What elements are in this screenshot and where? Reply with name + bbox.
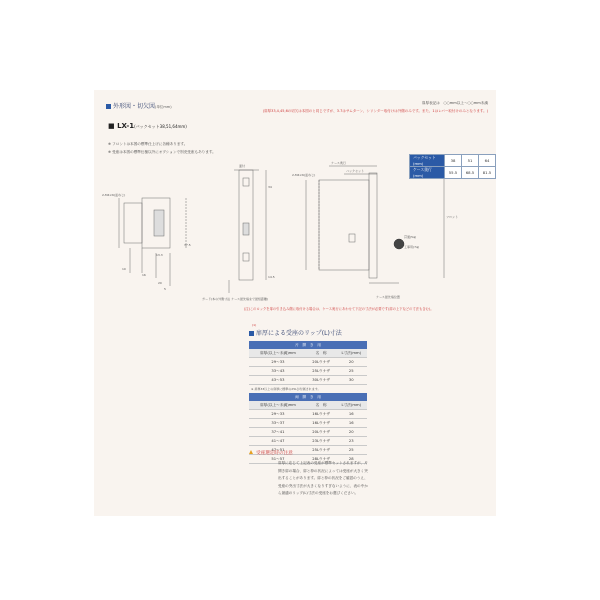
technical-drawing <box>94 158 496 308</box>
spec-table <box>409 154 496 179</box>
lip-number: (1) <box>252 323 257 327</box>
table-row: 37〜41 20Lウケザ 20 <box>249 428 367 437</box>
note-1: ※ フロントは本図の標準仕上げに各種あります。 <box>108 142 188 146</box>
label-hole-a: 貫通(5φ) <box>404 235 417 239</box>
lip-title: 扉厚による受座のリップ(L)寸法 <box>249 328 342 337</box>
col-header: 扉厚(以上〜未満)mm 名 称 L寸法(mm) <box>249 349 367 358</box>
label-backset: バックセット <box>346 169 365 173</box>
leader-mid: ガード(本の外側寸法 ケース最先端まで最短距離) <box>202 297 269 301</box>
cylinder-part <box>349 234 355 242</box>
dim-label: 5 <box>164 287 166 291</box>
case-front <box>369 173 377 278</box>
table-row: 51〜57 28Lウケザ 28 <box>249 455 367 464</box>
label-mid-top: 面付 <box>239 164 246 168</box>
spec-cell: 55.5 <box>445 167 462 179</box>
dim-label: 14.5 <box>268 275 275 279</box>
lip-table <box>249 341 367 464</box>
catalog-sheet <box>94 90 496 516</box>
dim-label: 37.5 <box>184 243 191 247</box>
dim-label: 13.3 <box>156 253 163 257</box>
spec-row <box>410 167 496 179</box>
caution-title: 受座選定時の注意 <box>256 451 293 456</box>
table-row: 47〜51 25Lウケザ 25 <box>249 446 367 455</box>
label-case-depth: ケース奥行 <box>331 161 346 165</box>
spec-cell: 64 <box>479 155 496 167</box>
spec-label: ケース奥行(mm) <box>410 167 445 179</box>
dim-label: 20 <box>158 281 162 285</box>
front-slot <box>243 178 249 186</box>
table-row: 33〜37 16Lウケザ 16 <box>249 419 367 428</box>
col-header: 扉厚(以上〜未満)mm 名 称 L寸法(mm) <box>249 401 367 410</box>
caution-body: 扉厚に応じて上記表の受座が標準セットされますが、片開き扉の場合、扉と枠の状況によっては受座が大きく突出することがあります。扉と枠の状況をご確認のうえ、受座の突出寸法が大きくなりすぎないように、表の中から最適のリップ(L)寸法の受座をお選びください。 <box>278 461 368 496</box>
deadbolt-slot <box>243 253 249 261</box>
dim-label: 10 <box>122 267 126 271</box>
section-square-icon <box>249 331 254 336</box>
spec-label: バックセット(mm) <box>410 155 445 167</box>
table-row: 43〜53 30Lウケザ 30 <box>249 376 367 385</box>
label-hole-b: 工事用(7φ) <box>404 245 420 249</box>
bottom-note: (注)このロックを扉の引き込み側に取付ける場合は、ケース奥行にあわせて下記の寸法が必要です(扉の上下などの寸法も含む)。 <box>244 307 434 311</box>
note-2: ※ 受座は本図の標準仕様以外にオプションで別売受座もあります。 <box>108 150 216 154</box>
table-row: 29〜33 20Lウケザ 20 <box>249 358 367 367</box>
warning-icon <box>249 450 253 454</box>
table-row: 29〜33 16Lウケザ 16 <box>249 410 367 419</box>
section-square-icon <box>106 104 111 109</box>
table-row: 41〜47 23Lウケザ 23 <box>249 437 367 446</box>
spec-row <box>410 155 496 167</box>
section-title: 外形図・切欠図(単位mm) <box>106 101 172 110</box>
label-right-screw: 2-M4×6(皿ねじ) <box>292 173 316 177</box>
strike-hole <box>154 210 164 236</box>
spindle-hole <box>394 239 404 249</box>
table-footnote: ※ 扉厚33以上の扉厚に標準の25Lが付属されます。 <box>251 387 321 391</box>
dim-label: 16 <box>142 273 146 277</box>
table-row: 33〜43 25Lウケザ 25 <box>249 367 367 376</box>
label-front: フロント <box>446 215 459 219</box>
spec-cell: 38 <box>445 155 462 167</box>
label-left-bolt: 2-M4×6(皿ねじ) <box>102 193 126 197</box>
header-note: 扉厚表記は ○○mm以上〜○○mm未満 <box>421 101 488 105</box>
spec-cell: 51 <box>462 155 479 167</box>
band-double: 両 開 き 用 <box>249 393 367 401</box>
latch-slot <box>243 223 249 235</box>
band-single: 片 開 き 用 <box>249 341 367 349</box>
case-outline <box>319 180 369 270</box>
spec-cell: 81.5 <box>479 167 496 179</box>
dim-label: 34 <box>268 185 272 189</box>
leader-right: ケース最先端位置 <box>376 295 400 299</box>
header-red-note: (扉厚33,4,45,6の切欠は本図のと同じですが、3.7はサムターン、シリンダー取付けは外側のみです。また、1はレバー取付けのみとなります。) <box>262 109 488 113</box>
spec-cell: 68.5 <box>462 167 479 179</box>
strike-box <box>124 203 142 243</box>
model-label: ■ LX-1(バックセット38,51,64mm) <box>108 122 187 130</box>
